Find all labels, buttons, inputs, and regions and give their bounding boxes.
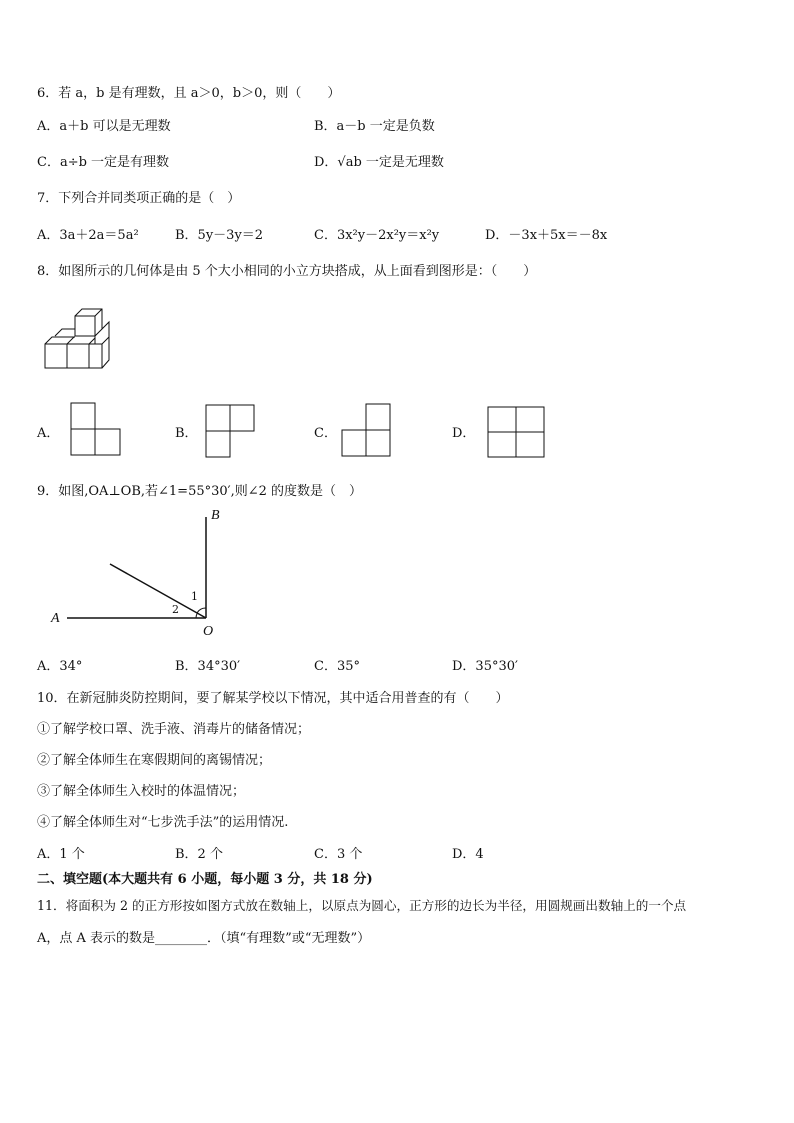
q6-option-b: B．a－b 一定是负数 [314, 119, 435, 134]
q8-option-b-label: B． [175, 426, 198, 441]
q8-option-d-label: D． [452, 426, 476, 441]
q7-option-d: D．－3x＋5x＝－8x [485, 228, 608, 243]
q9-option-c: C．35° [314, 659, 360, 674]
q8-option-b-figure [205, 404, 257, 460]
q8-option-d-figure [487, 406, 545, 460]
q8-option-a-figure [70, 402, 122, 458]
q10-option-a: A．1 个 [37, 847, 85, 862]
q7-option-c: C．3x²y－2x²y＝x²y [314, 228, 440, 243]
q9-label-o: O [203, 624, 214, 639]
q9-option-b: B．34°30′ [175, 659, 241, 674]
q10-item-4: ④了解全体师生对“七步洗手法”的运用情况. [37, 815, 289, 830]
q8-stem: 8．如图所示的几何体是由 5 个大小相同的小立方块搭成，从上面看到图形是：（ ） [37, 264, 537, 279]
q8-option-c-label: C． [314, 426, 337, 441]
q10-item-3: ③了解全体师生入校时的体温情况； [37, 784, 246, 799]
q8-cube-figure [40, 302, 110, 372]
q11-line-2: A，点 A 表示的数是________．（填“有理数”或“无理数”） [37, 931, 371, 946]
q7-stem: 7．下列合并同类项正确的是（ ） [37, 191, 241, 206]
q10-option-c: C．3 个 [314, 847, 363, 862]
q9-label-angle1: 1 [191, 590, 198, 603]
q6-stem: 6．若 a，b 是有理数，且 a＞0，b＞0，则（ ） [37, 86, 341, 101]
q8-option-a-label: A． [37, 426, 60, 441]
q9-option-a: A．34° [37, 659, 83, 674]
q6-option-c: C．a÷b 一定是有理数 [37, 155, 170, 170]
q9-stem: 9．如图,OA⊥OB,若∠1=55°30′,则∠2 的度数是（ ） [37, 484, 363, 499]
q10-item-2: ②了解全体师生在寒假期间的离锡情况； [37, 753, 272, 768]
q7-option-a: A．3a＋2a＝5a² [37, 228, 139, 243]
q7-option-b: B．5y－3y＝2 [175, 228, 264, 243]
q6-option-a: A．a＋b 可以是无理数 [37, 119, 171, 134]
q9-label-a: A [51, 611, 60, 626]
q6-option-d: D．√ab 一定是无理数 [314, 155, 444, 170]
q11-line-1: 11．将面积为 2 的正方形按如图方式放在数轴上，以原点为圆心，正方形的边长为半径，用圆规画出数轴上的一个点 [37, 898, 687, 913]
q9-angle-figure [40, 505, 240, 640]
q9-option-d: D．35°30′ [452, 659, 518, 674]
section-2-heading: 二、填空题(本大题共有 6 小题，每小题 3 分，共 18 分) [37, 872, 373, 887]
q10-stem: 10．在新冠肺炎防控期间，要了解某学校以下情况，其中适合用普查的有（ ） [37, 691, 509, 706]
q10-option-d: D．4 [452, 847, 484, 862]
q9-label-angle2: 2 [172, 603, 179, 616]
q9-label-b: B [211, 508, 220, 523]
q10-option-b: B．2 个 [175, 847, 223, 862]
q8-option-c-figure [341, 403, 393, 459]
q10-item-1: ①了解学校口罩、洗手液、消毒片的储备情况； [37, 722, 311, 737]
